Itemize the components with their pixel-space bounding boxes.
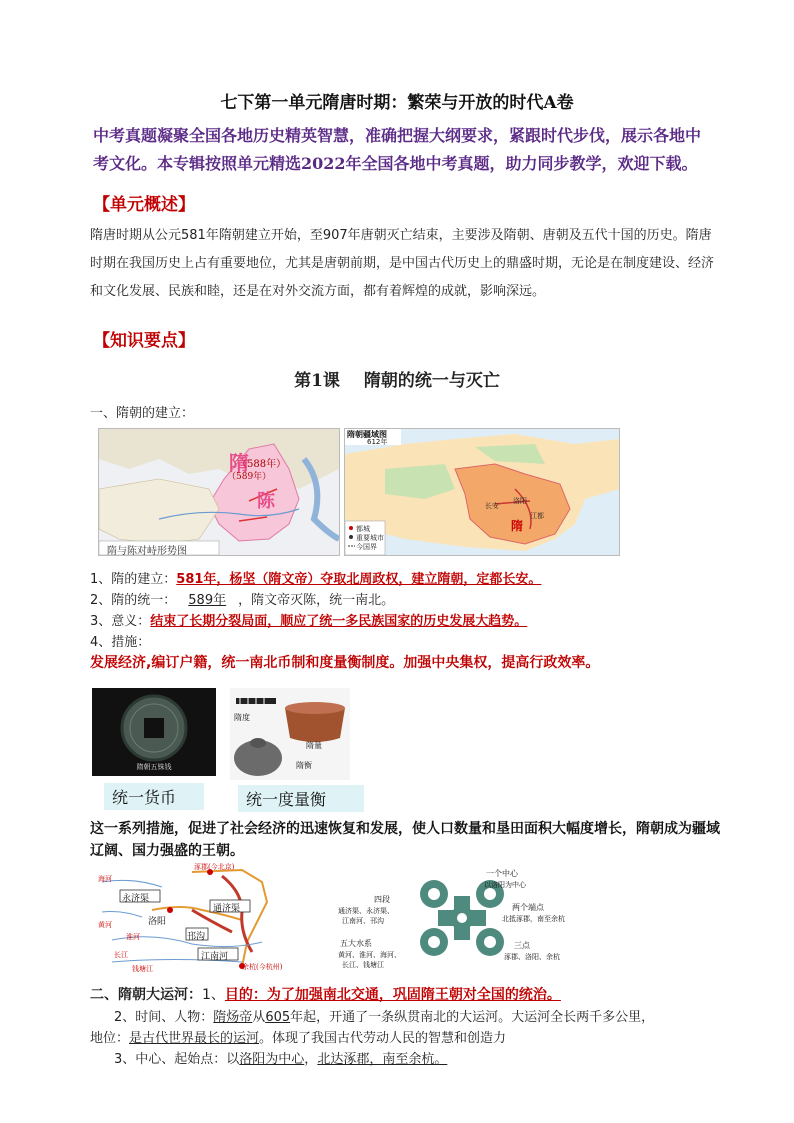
diagram-three: 三点 [514, 941, 530, 950]
canal-zhuojun: 涿郡(今北京) [194, 863, 235, 871]
sui-territory-map-graphic [345, 429, 619, 555]
sui-chen-map-graphic [99, 429, 339, 555]
item-unify-label: 2、隋的统一： [90, 593, 177, 608]
measure-liang: 隋量 [306, 741, 322, 750]
lesson-name: 隋朝的统一与灭亡 [363, 371, 500, 391]
canal-hangou: 邗沟 [187, 932, 206, 942]
canal-jiangnan: 江南河 [201, 952, 229, 962]
canal-changjiang: 长江 [114, 951, 128, 959]
measures-text: 发展经济,编订户籍，统一南北币制和度量衡制度。加强中央集权，提高行政效率。 [90, 655, 600, 671]
diagram-five-sub2: 长江、钱塘江 [342, 961, 384, 969]
item-unify-detail: ，隋文帝灭陈，统一南北。 [238, 593, 395, 608]
map2-year: 612年 [367, 438, 388, 446]
canal-diagram [334, 866, 594, 970]
measure-heng: 隋衡 [296, 761, 312, 770]
diagram-two-sub: 北抵涿郡，南至余杭 [502, 915, 565, 923]
measure-du: 隋度 [234, 713, 250, 722]
part2-line2 [114, 1006, 654, 1025]
map2-sui: 隋 [511, 519, 524, 533]
item-measures-label: 4、措施： [90, 635, 151, 650]
diagram-center-sub: 以洛阳为中心 [484, 881, 526, 889]
result-text: 这一系列措施，促进了社会经济的迅速恢复和发展，使人口数量和垦田面积大幅度增长，隋朝成为疆域辽阔、国力强盛的王朝。 [90, 821, 720, 859]
item-unify-year: 589年 [188, 593, 227, 608]
part2-emperor: 隋炀帝 [213, 1010, 253, 1025]
diagram-center: 一个中心 [486, 869, 518, 878]
item-establish-detail: 581年，杨坚（隋文帝）夺取北周政权，建立隋朝，定都长安。 [176, 572, 542, 587]
lesson-number: 第1课 [294, 371, 340, 391]
canal-tongji: 通济渠 [213, 904, 241, 914]
canal-luoyang: 洛阳 [148, 917, 167, 927]
map2-jiangdu: 江都 [530, 512, 544, 520]
part2-heading: 二、隋朝大运河： [90, 987, 202, 1003]
canal-yuhang: 余杭(今杭州) [242, 963, 283, 971]
map1-caption: 隋与陈对峙形势图 [107, 546, 187, 556]
diagram-three-sub: 涿郡、洛阳、余杭 [504, 953, 560, 961]
part2-status-post: 。体现了我国古代劳动人民的智慧和创造力 [259, 1031, 507, 1046]
part2-line4 [114, 1048, 447, 1067]
map2-legend-border: 今国界 [356, 543, 377, 551]
part2-year: 605 [265, 1010, 291, 1025]
diagram-four: 四段 [374, 895, 390, 904]
item-significance-detail: 结束了长期分裂局面，顺应了统一多民族国家的历史发展大趋势。 [150, 614, 528, 629]
item-establish [90, 568, 541, 587]
coin-photo [92, 688, 216, 776]
overview-heading: 【单元概述】 [93, 195, 195, 215]
diagram-four-sub: 通济渠、永济渠、 [338, 907, 394, 915]
canal-yongji: 永济渠 [122, 894, 150, 904]
item-unify [90, 589, 394, 608]
map2-changan: 长安 [485, 502, 499, 510]
caption-measure: 统一度量衡 [238, 785, 364, 812]
map2-luoyang: 洛阳 [513, 497, 527, 505]
canal-haihe: 海河 [98, 875, 112, 883]
part2-endpoints: 北达涿郡，南至余杭。 [317, 1052, 448, 1067]
part2-status-label: 地位： [90, 1031, 130, 1046]
item-significance [90, 610, 527, 629]
overview-paragraph [90, 222, 714, 306]
lesson-title [0, 366, 794, 391]
item-establish-label: 1、隋的建立： [90, 572, 177, 587]
measures-photo [230, 688, 350, 780]
diagram-four-sub2: 江南河、邗沟 [342, 917, 384, 925]
diagram-two: 两个端点 [512, 903, 544, 912]
diagram-five-sub: 黄河、淮河、海河、 [338, 951, 401, 959]
part1-heading: 一、隋朝的建立： [90, 406, 195, 421]
map1-588-label: （588年） [237, 459, 287, 470]
map1-chen-label: 陈 [257, 491, 275, 512]
item-significance-label: 3、意义： [90, 614, 151, 629]
canal-huanghe: 黄河 [98, 921, 112, 929]
diagram-five: 五大水系 [340, 939, 372, 948]
part2-line1 [90, 984, 561, 1004]
caption-currency: 统一货币 [104, 783, 204, 810]
sui-territory-map [344, 428, 620, 556]
measures-graphic [230, 688, 350, 780]
sui-chen-map [98, 428, 340, 556]
part2-p2-mid2: 年起，开通了一条纵贯南北的大运河。大运河全长两千多公里， [290, 1010, 655, 1025]
canal-huaihe: 淮河 [126, 933, 140, 941]
part2-p2-mid1: 从 [252, 1010, 266, 1025]
page-title: 七下第一单元隋唐时期：繁荣与开放的时代A卷 [220, 93, 574, 113]
part2-p2-label: 2、时间、人物： [114, 1010, 214, 1025]
part2-line3 [90, 1027, 506, 1046]
map1-589-label: （589年） [227, 472, 272, 482]
points-heading: 【知识要点】 [93, 331, 195, 351]
map2-legend-city: 重要城市 [356, 534, 384, 542]
map2-title: 隋朝疆域图 [347, 430, 387, 439]
part2-p3-label: 3、中心、起始点：以 [114, 1052, 240, 1067]
coin-caption: 隋朝五铢钱 [136, 763, 172, 771]
map2-legend-capital: 都城 [356, 525, 370, 533]
map1-sui-label: 隋 [229, 451, 249, 475]
intro-paragraph: 中考真题凝聚全国各地历史精英智慧，准确把握大纲要求，紧跟时代步伐，展示各地中考文化。本专辑按照单元精选2022年全国各地中考真题，助力同步教学，欢迎下载。 [93, 126, 702, 173]
canal-map [92, 862, 322, 974]
part2-p1-num: 1、 [202, 987, 225, 1003]
part2-status: 是古代世界最长的运河 [129, 1031, 260, 1046]
part2-center: 洛阳为中心 [239, 1052, 305, 1067]
overview-text: 隋唐时期从公元581年隋朝建立开始，至907年唐朝灭亡结束，主要涉及隋朝、唐朝及五代十国的历史。隋唐时期在我国历史上占有重要地位，尤其是唐朝前期，是中国古代历史上的鼎盛时期，无论是在制度建设、经济和文化发展、民族和睦，还是在对外交流方面，都有着辉煌的成就，影响深远。 [90, 228, 715, 299]
part2-p3-mid: ， [304, 1052, 318, 1067]
canal-qiantang: 钱塘江 [132, 965, 153, 973]
part2-purpose: 目的：为了加强南北交通，巩固隋王朝对全国的统治。 [224, 987, 561, 1003]
